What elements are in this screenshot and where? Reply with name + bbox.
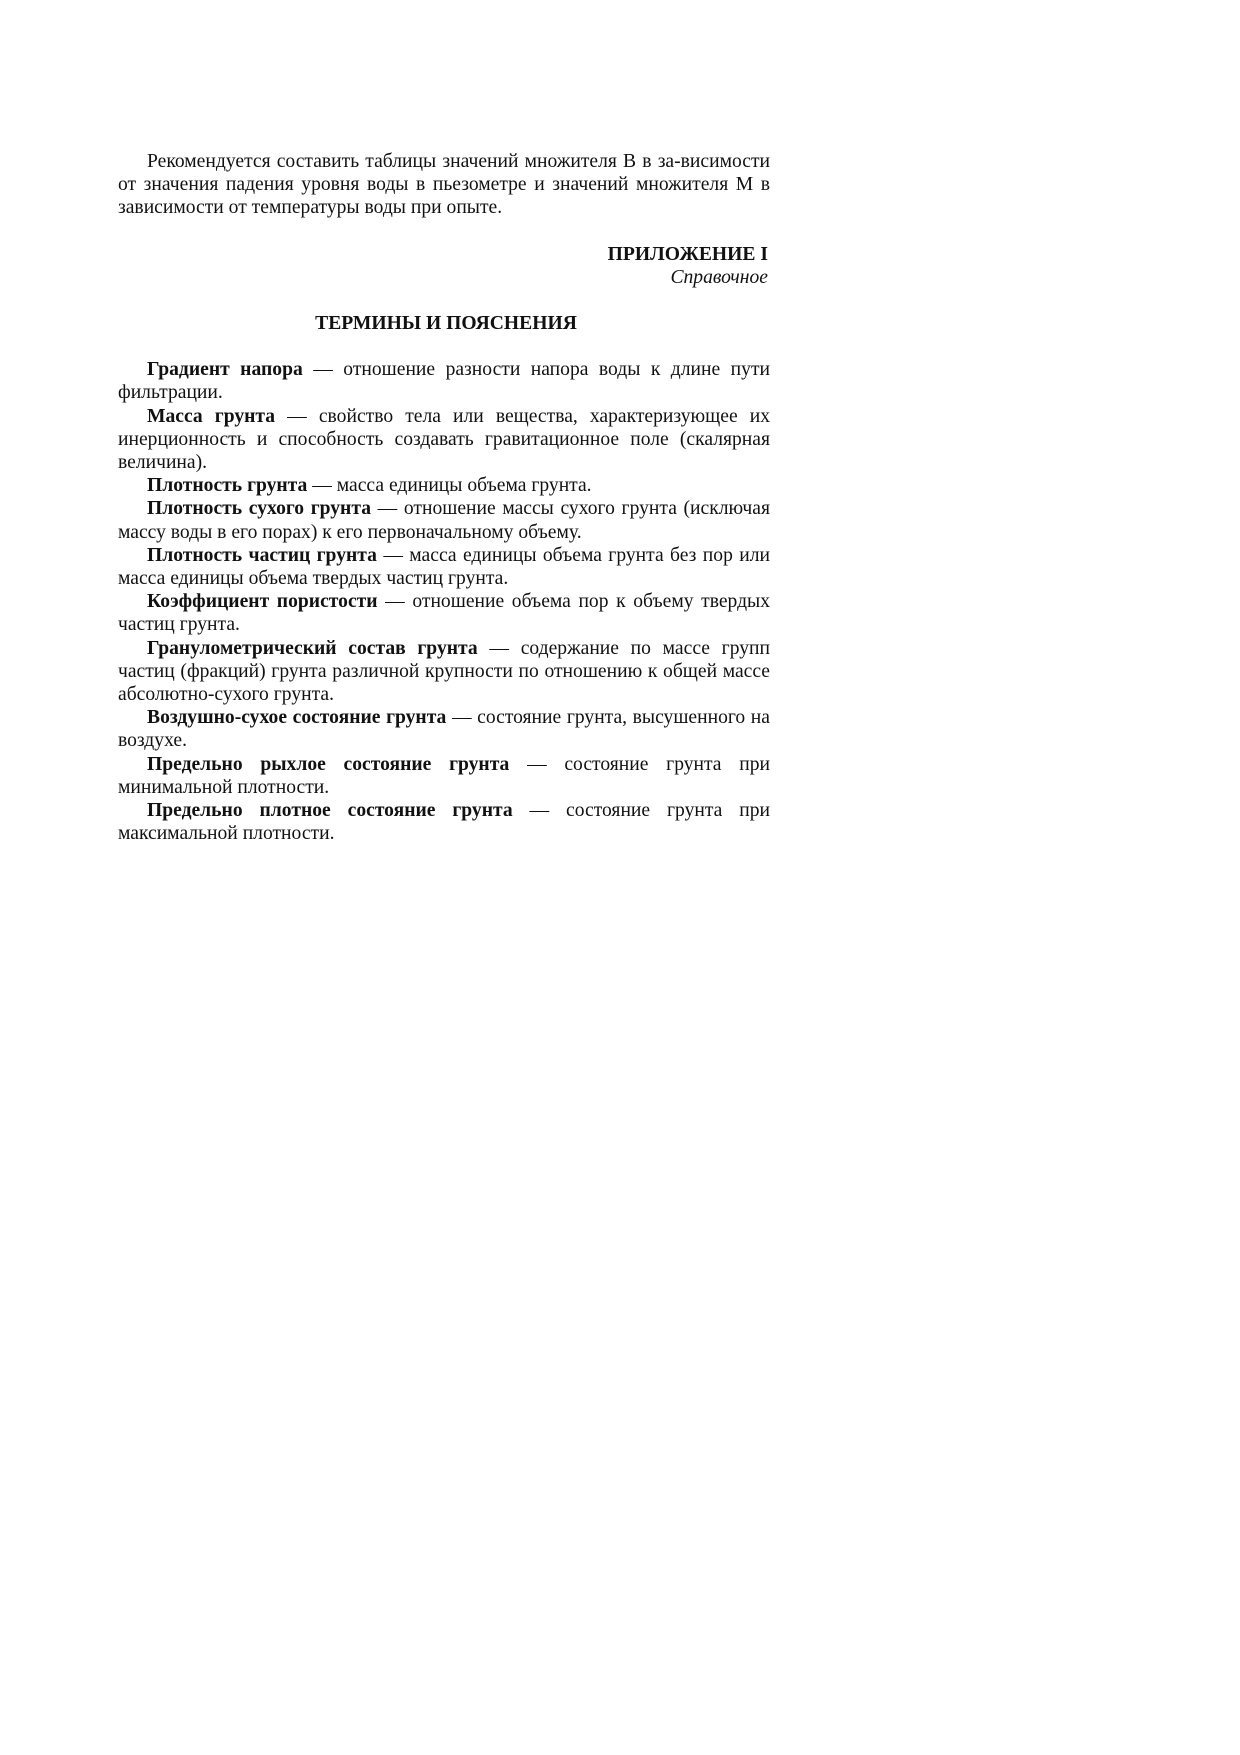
term-name: Масса грунта xyxy=(147,405,276,427)
term-name: Плотность частиц грунта xyxy=(147,544,377,566)
term-definition: — состояние грунта при максимальной плотности. xyxy=(118,800,771,845)
appendix-subtitle: Справочное xyxy=(670,266,768,288)
term-definition: — отношение массы сухого грунта (исключая массу воды в его порах) к его первоначальному объему. xyxy=(118,498,770,543)
document-page xyxy=(118,150,770,845)
appendix-header xyxy=(118,243,768,289)
term-item xyxy=(118,544,770,590)
term-name: Гранулометрический состав грунта xyxy=(147,637,478,659)
term-name: Воздушно-сухое состояние грунта xyxy=(147,707,447,729)
term-name: Предельно плотное состояние грунта xyxy=(147,800,513,822)
term-name: Предельно рыхлое состояние грунта xyxy=(147,753,510,775)
term-definition: — свойство тела или вещества, характеризующее их инерционность и способность создавать гравитационное поле (скалярная величина). xyxy=(118,405,770,474)
term-item xyxy=(118,405,770,475)
term-definition: — отношение объема пор к объему твердых частиц грунта. xyxy=(118,591,770,636)
terms-list xyxy=(118,358,770,845)
term-definition: — содержание по массе групп частиц (фракций) грунта различной крупности по отношению к общей массе абсолютно-сухого грунта. xyxy=(118,637,770,706)
appendix-label: ПРИЛОЖЕНИЕ I xyxy=(607,243,768,265)
term-name: Градиент напора xyxy=(147,359,303,381)
term-item xyxy=(118,706,770,752)
term-item xyxy=(118,590,770,636)
term-item xyxy=(118,474,770,497)
term-definition: — масса единицы объема грунта без пор или масса единицы объема твердых частиц грунта. xyxy=(118,544,770,590)
section-title: ТЕРМИНЫ И ПОЯСНЕНИЯ xyxy=(315,313,577,335)
term-name: Плотность грунта xyxy=(147,475,308,497)
term-item xyxy=(118,497,770,543)
term-item xyxy=(118,358,770,404)
intro-paragraph: Рекомендуется составить таблицы значений множителя В в за-висимости от значения падения уровня воды в пьезометре и значений множителя М в зависимости от температуры воды при опыте. xyxy=(118,151,770,219)
term-name: Плотность сухого грунта xyxy=(147,498,371,520)
term-item xyxy=(118,753,770,799)
term-item xyxy=(118,799,770,845)
term-definition: — масса единицы объема грунта. xyxy=(307,475,592,497)
term-name: Коэффициент пористости xyxy=(147,591,378,613)
term-definition: — состояние грунта при минимальной плотности. xyxy=(118,753,770,798)
term-definition: — отношение разности напора воды к длине пути фильтрации. xyxy=(118,359,770,404)
term-item xyxy=(118,637,770,707)
term-definition: — состояние грунта, высушенного на воздухе. xyxy=(118,707,770,752)
